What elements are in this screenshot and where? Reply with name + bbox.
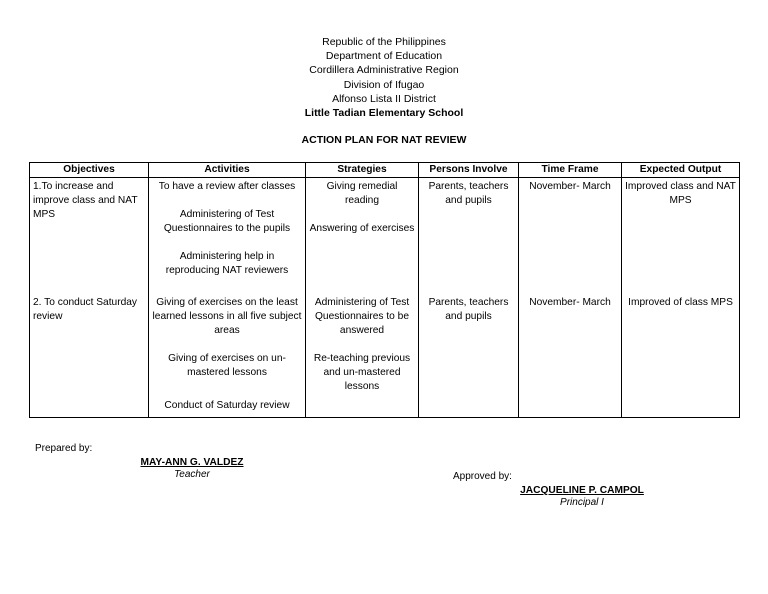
header-line-region: Cordillera Administrative Region: [309, 64, 459, 77]
header-line-republic: Republic of the Philippines: [322, 36, 446, 48]
persons-text: Parents, teachers and pupils: [428, 181, 509, 206]
approved-by-label: Approved by:: [453, 471, 512, 482]
time-frame-text: November- March: [529, 181, 611, 192]
approved-by-role: Principal I: [560, 497, 604, 508]
activity-text: Administering help in reproducing NAT reviewers: [165, 251, 289, 276]
objective-cell: [30, 178, 149, 297]
document-header: [0, 35, 768, 120]
column-header-activities: Activities: [149, 163, 306, 178]
expected-output-cell: [622, 296, 740, 418]
objective-text: 2. To conduct Saturday review: [33, 297, 138, 322]
strategy-text: Giving remedial reading: [326, 181, 398, 206]
approved-by-name: JACQUELINE P. CAMPOL: [520, 485, 644, 496]
strategies-cell: [306, 178, 419, 297]
activities-cell: [149, 296, 306, 418]
persons-cell: [419, 178, 519, 297]
objective-cell: [30, 296, 149, 418]
column-header-persons-involve: Persons Involve: [419, 163, 519, 178]
prepared-by-block: [140, 457, 244, 480]
activity-text: Conduct of Saturday review: [164, 400, 290, 411]
column-header-expected-output: Expected Output: [622, 163, 740, 178]
prepared-by-label: Prepared by:: [35, 443, 93, 454]
header-line-department: Department of Education: [325, 50, 443, 63]
table-header-row: [30, 163, 740, 178]
column-header-time-frame: Time Frame: [519, 163, 622, 178]
objective-text: 1.To increase and improve class and NAT MPS: [33, 181, 138, 220]
table-row: [30, 178, 740, 297]
prepared-by-name: MAY-ANN G. VALDEZ: [140, 457, 244, 468]
strategy-text: Administering of Test Questionnaires to be answered: [314, 297, 410, 336]
header-line-division: Division of Ifugao: [343, 78, 425, 91]
time-frame-text: November- March: [529, 297, 611, 308]
expected-output-text: Improved class and NAT MPS: [625, 181, 736, 206]
time-frame-cell: [519, 178, 622, 297]
header-school-name: Little Tadian Elementary School: [304, 107, 464, 120]
column-header-objectives: Objectives: [30, 163, 149, 178]
table-row: [30, 296, 740, 418]
time-frame-cell: [519, 296, 622, 418]
prepared-by-role: Teacher: [174, 469, 210, 480]
strategy-text: Re-teaching previous and un-mastered lessons: [313, 353, 411, 392]
activity-text: To have a review after classes: [158, 181, 296, 192]
persons-cell: [419, 296, 519, 418]
column-header-strategies: Strategies: [306, 163, 419, 178]
document-title: ACTION PLAN FOR NAT REVIEW: [301, 134, 467, 146]
activities-cell: [149, 178, 306, 297]
strategy-text: Answering of exercises: [309, 223, 415, 234]
activity-text: Giving of exercises on un-mastered lessons: [168, 353, 286, 378]
expected-output-text: Improved of class MPS: [628, 297, 733, 308]
activity-text: Giving of exercises on the least learned lessons in all five subject areas: [152, 297, 302, 336]
approved-by-block: [516, 485, 648, 508]
action-plan-table: [29, 162, 740, 418]
persons-text: Parents, teachers and pupils: [428, 297, 509, 322]
strategies-cell: [306, 296, 419, 418]
header-line-district: Alfonso Lista II District: [332, 92, 436, 105]
expected-output-cell: [622, 178, 740, 297]
activity-text: Administering of Test Questionnaires to the pupils: [163, 209, 291, 234]
